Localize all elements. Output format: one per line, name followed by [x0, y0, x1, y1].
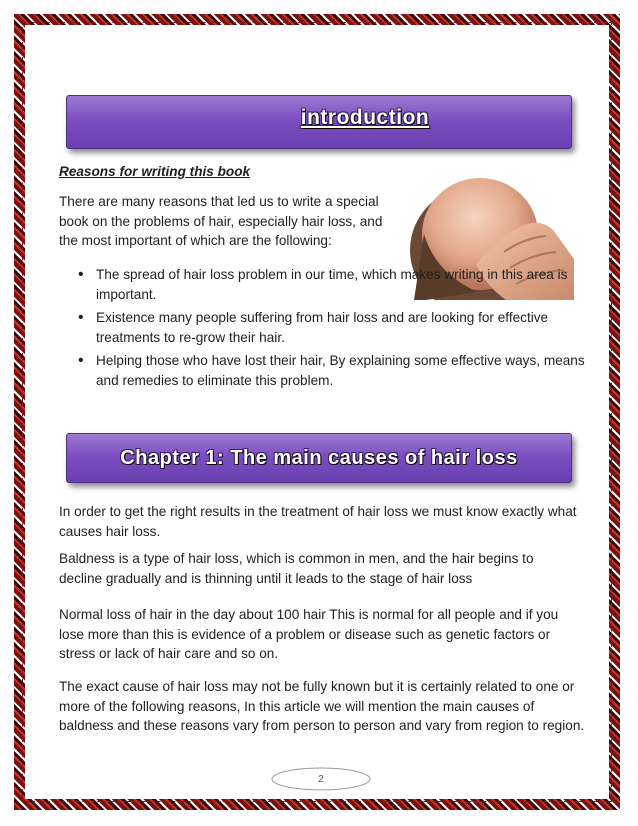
list-item: • The spread of hair loss problem in our time, which makes writing in this area is important. — [76, 265, 586, 304]
subheading: Reasons for writing this book — [59, 164, 251, 179]
list-item: • Helping those who have lost their hair, By explaining some effective ways, means and remedies to eliminate this problem. — [76, 351, 586, 390]
reasons-list — [76, 265, 586, 394]
chapter1-paragraph-1: In order to get the right results in the treatment of hair loss we must know exactly what causes hair loss. — [59, 504, 577, 539]
list-item: • Existence many people suffering from hair loss and are looking for effective treatments to re-grow their hair. — [76, 308, 586, 347]
page-number: 2 — [318, 773, 324, 785]
introduction-banner — [66, 95, 572, 149]
introduction-title: introduction — [300, 106, 430, 129]
page-number-badge — [270, 766, 372, 792]
intro-paragraph: There are many reasons that led us to write a special book on the problems of hair, especially hair loss, and the most important of which are the following: — [59, 194, 383, 248]
chapter1-paragraph-4: The exact cause of hair loss may not be fully known but it is certainly related to one or more of the following reasons, In this article we will mention the main causes of baldness and these reasons vary from person to person and vary from region to region. — [59, 679, 585, 733]
chapter1-banner — [66, 433, 572, 483]
chapter1-paragraph-3: Normal loss of hair in the day about 100 hair This is normal for all people and if you lose more than this is evidence of a problem or disease such as genetic factors or stress or lack of hair care and so on. — [59, 607, 559, 661]
chapter1-paragraph-2: Baldness is a type of hair loss, which is common in men, and the hair begins to decline gradually and is thinning until it leads to the stage of hair loss — [59, 551, 534, 586]
chapter1-title: Chapter 1: The main causes of hair loss — [120, 446, 518, 469]
